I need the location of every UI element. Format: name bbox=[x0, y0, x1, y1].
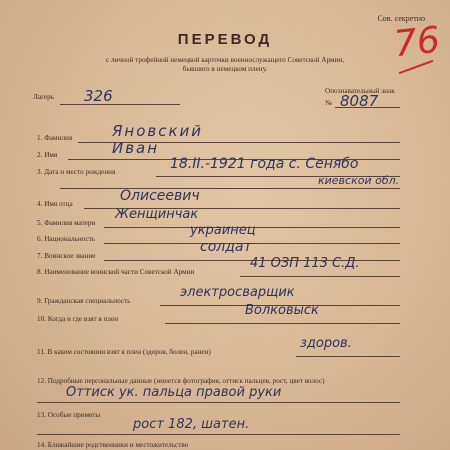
handwritten-stamp-number: 76 bbox=[392, 19, 443, 66]
father-label: 4. Имя отца bbox=[37, 200, 73, 208]
marks-line bbox=[37, 434, 400, 435]
personal-data-label: 12. Подробные персональные данные (имеется фотография, оттиск пальцев, рост, цвет волос) bbox=[37, 377, 325, 385]
father-value: Олисеевич bbox=[120, 188, 200, 204]
unit-label: 8. Наименование воинской части Советской Армии bbox=[37, 268, 195, 276]
rank-value: солдат bbox=[200, 239, 252, 255]
secrecy-mark: Сов. секретно bbox=[377, 14, 425, 23]
nationality-line bbox=[104, 243, 400, 244]
nationality-value: украинец bbox=[190, 223, 256, 238]
firstname-label: 2. Имя bbox=[37, 151, 58, 159]
birth-line-2 bbox=[60, 188, 400, 189]
camp-label: Лагерь bbox=[33, 93, 54, 101]
specialty-label: 9. Гражданская специальность bbox=[37, 297, 131, 305]
unit-value: 41 ОЗП 113 С.Д. bbox=[250, 256, 360, 271]
mother-value: Женщинчак bbox=[115, 207, 199, 222]
condition-line bbox=[296, 356, 400, 357]
camp-line bbox=[60, 104, 180, 105]
firstname-value: Иван bbox=[112, 139, 160, 157]
birth-value: 18.II.-1921 года с. Сенябо bbox=[170, 156, 359, 172]
relatives-label: 14. Ближайшие родственники и местожительство bbox=[37, 441, 189, 449]
ident-line bbox=[335, 107, 400, 108]
mother-label: 5. Фамилия матери bbox=[37, 219, 96, 227]
personal-data-value: Оттиск ук. пальца правой руки bbox=[66, 385, 282, 400]
nationality-label: 6. Национальность bbox=[37, 235, 96, 243]
birth-region-value: киевской обл. bbox=[318, 174, 400, 187]
ident-prefix: № bbox=[325, 99, 332, 107]
surname-value: Яновский bbox=[112, 122, 204, 140]
condition-value: здоров. bbox=[300, 336, 352, 351]
marks-value: рост 182, шатен. bbox=[133, 417, 250, 432]
ident-label: Опознавательный знак bbox=[325, 87, 395, 95]
rank-label: 7. Воинское звание bbox=[37, 252, 96, 260]
captured-line bbox=[165, 323, 400, 324]
surname-label: 1. Фамилия bbox=[37, 134, 73, 142]
birth-label: 3. Дата и место рождения bbox=[37, 168, 116, 176]
personal-data-line bbox=[37, 402, 400, 403]
marks-label: 13. Особые приметы bbox=[37, 411, 101, 419]
captured-label: 10. Когда и где взят в плен bbox=[37, 315, 119, 323]
captured-value: Волковыск bbox=[245, 303, 319, 318]
camp-value: 326 bbox=[84, 87, 113, 105]
condition-label: 11. В каком состоянии взят в плен (здоров, болен, ранен) bbox=[37, 348, 211, 356]
specialty-value: электросварщик bbox=[180, 285, 295, 300]
subtitle-line-2: бывшего в немецком плену. bbox=[182, 65, 268, 73]
ident-value: 8087 bbox=[340, 92, 379, 110]
unit-line bbox=[240, 276, 400, 277]
subtitle-line-1: с личной трофейной немецкой карточки военнослужащего Советской Армии, bbox=[106, 56, 344, 64]
document-title: ПЕРЕВОД bbox=[177, 31, 273, 48]
document-subtitle bbox=[0, 56, 450, 74]
